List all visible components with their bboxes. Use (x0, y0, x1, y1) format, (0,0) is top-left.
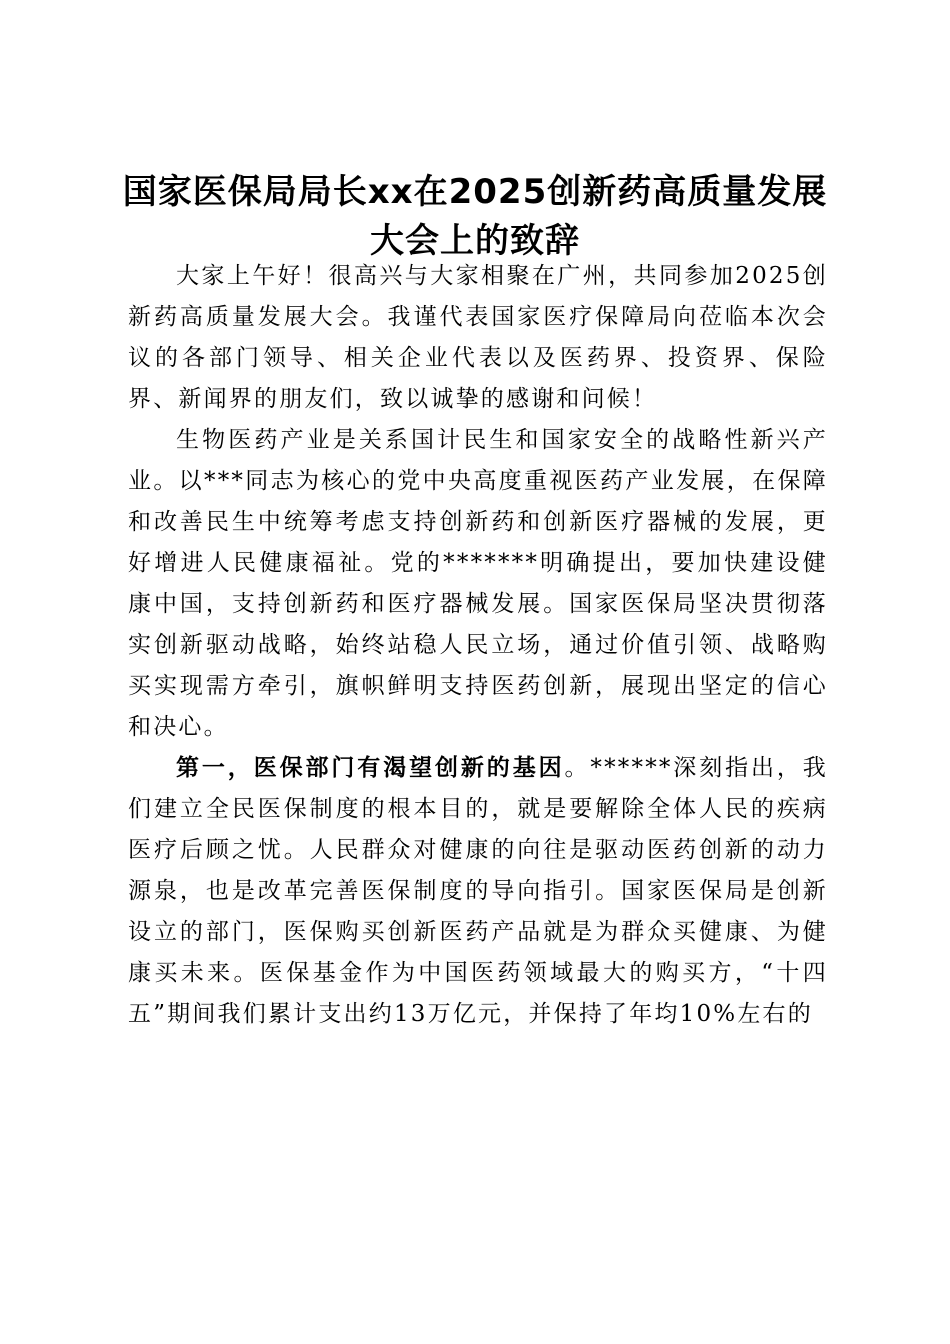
paragraph-greeting (128, 256, 828, 420)
title-line-1: 国家医保局局长xx在2025创新药高质量发展 (122, 172, 828, 212)
title-line-2: 大会上的致辞 (370, 221, 580, 261)
paragraph-industry (128, 420, 828, 748)
paragraph-text: 生物医药产业是关系国计民生和国家安全的战略性新兴产业。以***同志为核心的党中央高度重视医药产业发展，在保障和改善民生中统筹考虑支持创新药和创新医疗器械的发展，更好增进人民健康福祉。党的*******明确提出，要加快建设健康中国，支持创新药和医疗器械发展。国家医保局坚决贯彻落实创新驱动战略，始终站稳人民立场，通过价值引领、战略购买实现需方牵引，旗帜鲜明支持医药创新，展现出坚定的信心和决心。 (128, 427, 828, 740)
paragraph-text: 。******深刻指出，我们建立全民医保制度的根本目的，就是要解除全体人民的疾病医疗后顾之忧。人民群众对健康的向往是驱动医药创新的动力源泉，也是改革完善医保制度的导向指引。国家医保局是创新设立的部门，医保购买创新医药产品就是为群众买健康、为健康买未来。医保基金作为中国医药领域最大的购买方，“十四五”期间我们累计支出约13万亿元，并保持了年均10%左右的 (128, 755, 828, 1027)
paragraph-text: 大家上午好！很高兴与大家相聚在广州，共同参加2025创新药高质量发展大会。我谨代表国家医疗保障局向莅临本次会议的各部门领导、相关企业代表以及医药界、投资界、保险界、新闻界的朋友们，致以诚挚的感谢和问候！ (128, 263, 828, 412)
document-body (128, 256, 828, 1035)
paragraph-lead-heading: 第一，医保部门有渴望创新的基因 (176, 755, 565, 781)
document-title (120, 168, 830, 266)
paragraph-point-one (128, 748, 828, 1035)
